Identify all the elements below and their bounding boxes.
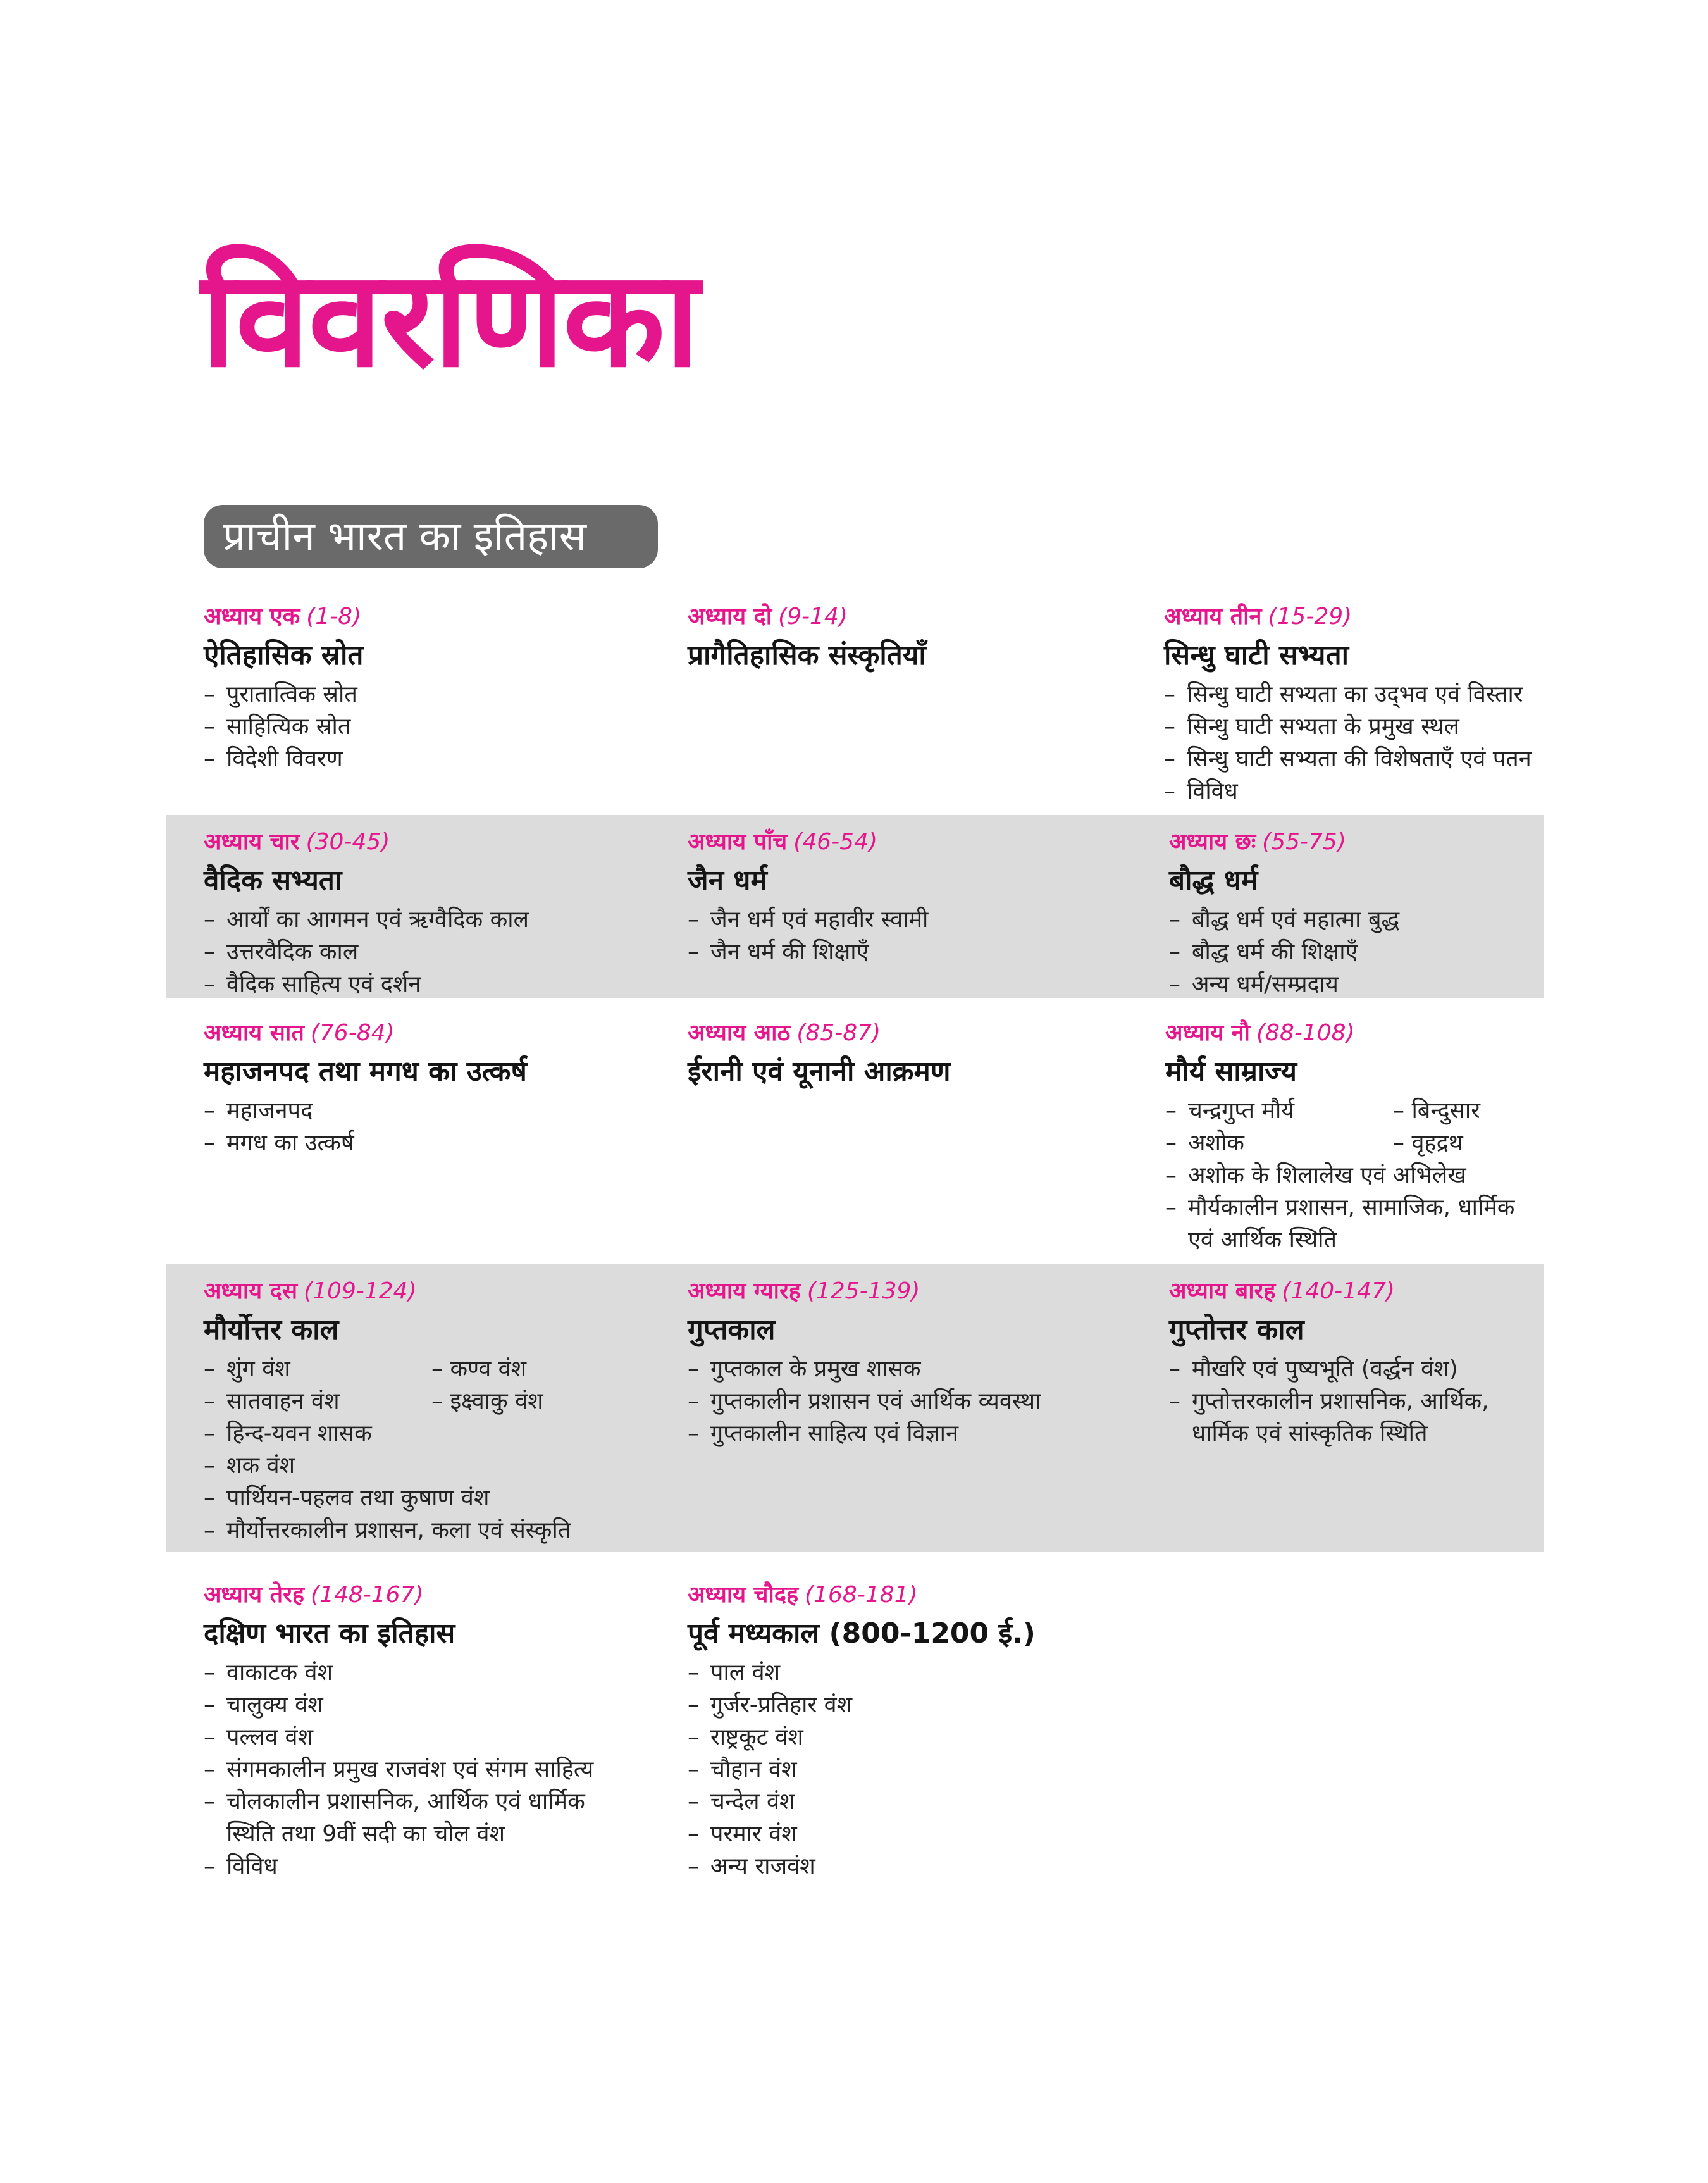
topic-item: – गुप्तकालीन प्रशासन एवं आर्थिक व्यवस्था [688,1385,1168,1417]
chapter-block [688,1579,1168,1882]
chapter-heading [204,826,684,858]
topic-list [204,1657,684,1882]
topic-item: – कण्व वंश [431,1356,527,1382]
chapter-number: अध्याय तेरह [204,1582,305,1608]
chapter-title: ईरानी एवं यूनानी आक्रमण [688,1055,951,1088]
chapter-block [1169,826,1650,1000]
chapter-heading [688,1017,1168,1049]
chapter-pages: (168-181) [805,1582,918,1608]
topic-item: – संगमकालीन प्रमुख राजवंश एवं संगम साहित्य [204,1753,609,1786]
topic-pair [1165,1127,1608,1159]
chapter-number: अध्याय दो [688,604,772,630]
chapter-heading [688,1579,1168,1611]
topic-list [204,678,684,775]
topic-item: – गुर्जर-प्रतिहार वंश [688,1689,1168,1721]
chapter-pages: (148-167) [311,1582,424,1608]
chapter-block [688,826,1168,968]
topic-item: – आर्यों का आगमन एवं ऋग्वैदिक काल [204,904,684,936]
chapter-block [204,601,684,775]
chapter-number: अध्याय नौ [1165,1020,1250,1046]
topic-item: – वृहद्रथ [1393,1130,1463,1156]
chapter-pages: (15-29) [1268,604,1352,630]
topic-pair [1165,1095,1608,1127]
topic-item: – विविध [1164,775,1645,807]
chapter-number: अध्याय आठ [688,1020,791,1046]
topic-item: – चन्देल वंश [688,1786,1168,1818]
topic-item: – मगध का उत्कर्ष [204,1127,684,1159]
chapter-number: अध्याय चौदह [688,1582,799,1608]
topic-list [204,904,684,1000]
topic-item: शुंग वंश [226,1356,290,1382]
page-title: विवरणिका [201,242,698,397]
topic-item: – मौर्यकालीन प्रशासन, सामाजिक, धार्मिक एवं आर्थिक स्थिति [1165,1191,1519,1256]
chapter-pages: (55-75) [1262,829,1346,855]
topic-item: – हिन्द-यवन शासक [204,1417,684,1450]
chapter-pages: (88-108) [1256,1020,1355,1046]
chapter-block [1169,1276,1650,1450]
chapter-number: अध्याय तीन [1164,604,1262,630]
topic-item: – महाजनपद [204,1095,684,1127]
topic-item: सातवाहन वंश [226,1388,340,1414]
chapter-title: प्रागैतिहासिक संस्कृतियाँ [688,639,926,671]
topic-item: – गुप्तोत्तरकालीन प्रशासनिक, आर्थिक, धार्मिक एवं सांस्कृतिक स्थिति [1169,1385,1511,1450]
chapter-title: मौर्योत्तर काल [204,1314,339,1346]
chapter-number: अध्याय बारह [1169,1278,1276,1304]
chapter-number: अध्याय दस [204,1278,298,1304]
chapter-number: अध्याय पाँच [688,829,788,855]
chapter-number: अध्याय एक [204,604,300,630]
chapter-title: दक्षिण भारत का इतिहास [204,1617,455,1650]
topic-item: – मौखरि एवं पुष्यभूति (वर्द्धन वंश) [1169,1353,1650,1385]
topic-item: – गुप्तकाल के प्रमुख शासक [688,1353,1168,1385]
topic-item: – सिन्धु घाटी सभ्यता का उद्‌भव एवं विस्तार [1164,678,1645,711]
topic-item: – अशोक के शिलालेख एवं अभिलेख [1165,1159,1646,1191]
chapter-block [204,1579,684,1882]
chapter-block [688,1276,1168,1450]
topic-list [204,1095,684,1159]
chapter-heading [1169,826,1650,858]
chapter-block [688,601,1168,678]
topic-item: – परमार वंश [688,1818,1168,1850]
topic-item: – गुप्तकालीन साहित्य एवं विज्ञान [688,1417,1168,1450]
chapter-pages: (140-147) [1282,1278,1395,1304]
chapter-title: गुप्तोत्तर काल [1169,1314,1304,1346]
chapter-number: अध्याय छः [1169,829,1256,855]
topic-list [688,1353,1168,1450]
topic-item: – वैदिक साहित्य एवं दर्शन [204,968,684,1000]
chapter-heading [204,1579,684,1611]
topic-list [1165,1095,1646,1256]
topic-item: – पुरातात्विक स्रोत [204,678,684,711]
topic-item: – चौहान वंश [688,1753,1168,1786]
topic-item: – बिन्दुसार [1393,1098,1480,1124]
chapter-title: गुप्तकाल [688,1314,776,1346]
topic-item: – चोलकालीन प्रशासनिक, आर्थिक एवं धार्मिक स्थिति तथा 9वीं सदी का चोल वंश [204,1786,609,1850]
chapter-title: जैन धर्म [688,864,767,897]
chapter-title: वैदिक सभ्यता [204,864,342,897]
topic-item: – अन्य धर्म/सम्प्रदाय [1169,968,1650,1000]
topic-item: – राष्ट्रकूट वंश [688,1721,1168,1753]
chapter-block [688,1017,1168,1095]
chapter-heading [1169,1276,1650,1307]
topic-list [1169,904,1650,1000]
topic-list [688,1657,1168,1882]
topic-item: – बौद्ध धर्म की शिक्षाएँ [1169,936,1650,968]
topic-item: – विदेशी विवरण [204,743,684,775]
topic-item: – इक्ष्वाकु वंश [431,1388,543,1414]
chapter-title: सिन्धु घाटी सभ्यता [1164,639,1349,671]
chapter-heading [204,601,684,633]
chapter-heading [204,1276,684,1307]
topic-item: – चालुक्य वंश [204,1689,684,1721]
chapter-pages: (109-124) [304,1278,417,1304]
chapter-number: अध्याय चार [204,829,300,855]
chapter-pages: (46-54) [793,829,877,855]
topic-item: – सिन्धु घाटी सभ्यता की विशेषताएँ एवं पतन [1164,743,1645,775]
section-badge: प्राचीन भारत का इतिहास [204,505,658,568]
chapter-title: मौर्य साम्राज्य [1165,1055,1297,1088]
chapter-pages: (30-45) [306,829,390,855]
topic-item: – पार्थियन-पहलव तथा कुषाण वंश [204,1482,684,1514]
topic-list [688,904,1168,968]
chapter-block [204,1276,684,1546]
topic-item: – साहित्यिक स्रोत [204,711,684,743]
topic-item: – बौद्ध धर्म एवं महात्मा बुद्ध [1169,904,1650,936]
chapter-title: महाजनपद तथा मगध का उत्कर्ष [204,1055,527,1088]
chapter-heading [204,1017,684,1049]
topic-list [1169,1353,1650,1450]
chapter-block [1164,601,1645,807]
topic-item: – जैन धर्म एवं महावीर स्वामी [688,904,1168,936]
chapter-heading [688,826,1168,858]
topic-item: – विविध [204,1850,684,1882]
chapter-pages: (9-14) [778,604,848,630]
chapter-heading [688,601,1168,633]
topic-item: – शक वंश [204,1450,684,1482]
chapter-pages: (76-84) [310,1020,395,1046]
topic-item: अशोक [1188,1130,1244,1156]
topic-item: – मौर्योत्तरकालीन प्रशासन, कला एवं संस्कृति [204,1514,684,1546]
chapter-block [204,1017,684,1159]
topic-item: – उत्तरवैदिक काल [204,936,684,968]
topic-item: – अन्य राजवंश [688,1850,1168,1882]
chapter-block [204,826,684,1000]
chapter-pages: (125-139) [807,1278,920,1304]
topic-item: – पाल वंश [688,1657,1168,1689]
chapter-title: ऐतिहासिक स्रोत [204,639,364,671]
chapter-heading [1164,601,1645,633]
chapter-title: पूर्व मध्यकाल (800-1200 ई.) [688,1617,1036,1650]
topic-item: – सिन्धु घाटी सभ्यता के प्रमुख स्थल [1164,711,1645,743]
chapter-pages: (1-8) [306,604,362,630]
chapter-heading [688,1276,1168,1307]
chapter-number: अध्याय ग्यारह [688,1278,801,1304]
chapter-title: बौद्ध धर्म [1169,864,1258,897]
topic-pair [204,1385,647,1417]
chapter-number: अध्याय सात [204,1020,304,1046]
topic-item: – पल्लव वंश [204,1721,684,1753]
topic-item: – वाकाटक वंश [204,1657,684,1689]
chapter-pages: (85-87) [796,1020,881,1046]
topic-list [1164,678,1645,807]
topic-pair [204,1353,647,1385]
topic-list [204,1353,684,1546]
chapter-block [1165,1017,1646,1256]
topic-item: चन्द्रगुप्त मौर्य [1188,1098,1295,1124]
topic-item: – जैन धर्म की शिक्षाएँ [688,936,1168,968]
chapter-heading [1165,1017,1646,1049]
